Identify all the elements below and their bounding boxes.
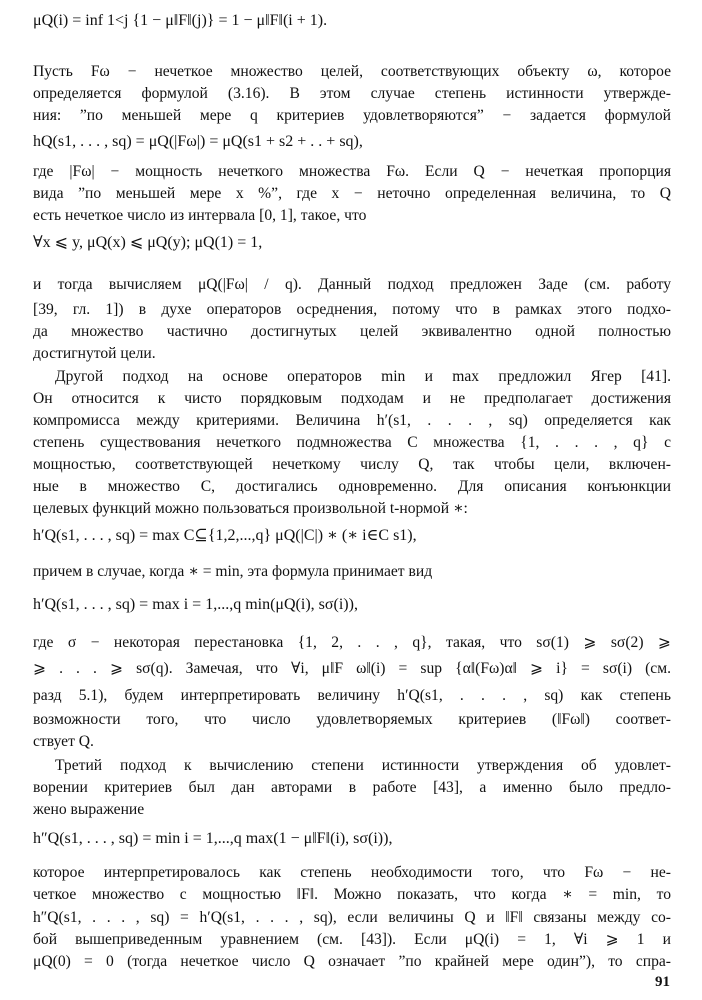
text-line: четкое множество с мощностью ‖F‖. Можно показать, что когда ∗ = min, то <box>33 886 671 903</box>
text-line: μQ(0) = 0 (тогда нечеткое число Q означает ”по крайней мере один”), то спра- <box>33 953 671 970</box>
text-line: достигнутой цели. <box>33 345 156 362</box>
text-line: ния: ”по меньшей мере q критериев удовлетворяются” − задается формулой <box>33 107 671 124</box>
text-line: Он относится к чисто порядковым подходам и не предполагает достижения <box>33 390 671 407</box>
paragraph-start: Третий подход к вычислению степени истинности утверждения об удовлет- <box>55 757 671 774</box>
text-line: жено выражение <box>33 801 145 818</box>
text-line: степень существования нечеткого подмножества C множества {1, . . . , q} с <box>33 434 671 451</box>
text-line: компромисса между критериями. Величина h′(s1, . . . , sq) определяется как <box>33 412 671 429</box>
text-line: Пусть Fω − нечеткое множество целей, соответствующих объекту ω, которое <box>33 63 671 80</box>
formula-muq-inf: μQ(i) = inf 1<j {1 − μ‖F‖(j)} = 1 − μ‖F‖(i + 1). <box>33 12 328 29</box>
text-line: где σ − некоторая перестановка {1, 2, . . , q}, такая, что sσ(1) ⩾ sσ(2) ⩾ <box>33 634 671 651</box>
formula-monotone: ∀x ⩽ y, μQ(x) ⩽ μQ(y); μQ(1) = 1, <box>33 234 263 251</box>
text-line: ⩾ . . . ⩾ sσ(q). Замечая, что ∀i, μ‖F ω‖(i) = sup {α‖(Fω)α‖ ⩾ i} = sσ(i) (см. <box>33 660 671 677</box>
formula-hq: hQ(s1, . . . , sq) = μQ(|Fω|) = μQ(s1 + s2 + . . + sq), <box>33 133 363 150</box>
text-line: вида ”по меньшей мере x %”, где x − неточно определенная величина, то Q <box>33 185 671 202</box>
text-line: ворении критериев был дан авторами в работе [43], а именно было предло- <box>33 779 671 796</box>
text-line: где |Fω| − мощность нечеткого множества Fω. Если Q − нечеткая пропорция <box>33 163 671 180</box>
text-line: бой вышеприведенным уравнением (см. [43]). Если μQ(i) = 1, ∀i ⩾ 1 и <box>33 931 671 948</box>
text-line: разд 5.1), будем интерпретировать величину h′Q(s1, . . . , sq) как степень <box>33 687 671 704</box>
formula-h-prime-tnorm: h′Q(s1, . . . , sq) = max C⊆{1,2,...,q} μQ(|C|) ∗ (∗ i∈C s1), <box>33 527 417 544</box>
text-line: да множество частично достигнутых целей эквивалентно одной полностью <box>33 323 671 340</box>
text-line: [39, гл. 1]) в духе операторов осреднения, потому что в рамках этого подхо- <box>33 301 671 318</box>
text-line: которое интерпретировалось как степень необходимости того, что Fω − не- <box>33 864 671 881</box>
text-line: целевых функций можно пользоваться произвольной t-нормой ∗: <box>33 500 468 517</box>
formula-h-double-prime: h″Q(s1, . . . , sq) = min i = 1,...,q max(1 − μ‖F‖(i), sσ(i)), <box>33 830 393 847</box>
paragraph-start: Другой подход на основе операторов min и max предложил Ягер [41]. <box>55 368 671 385</box>
formula-h-prime-min: h′Q(s1, . . . , sq) = max i = 1,...,q min(μQ(i), sσ(i)), <box>33 596 358 613</box>
page-number: 91 <box>655 974 670 990</box>
text-line: ные в множество C, достигались одновременно. Для описания конъюнкции <box>33 478 671 495</box>
text-line: h″Q(s1, . . . , sq) = h′Q(s1, . . . , sq), если величины Q и ‖F‖ связаны между со- <box>33 909 671 926</box>
text-line: и тогда вычисляем μQ(|Fω| / q). Данный подход предложен Заде (см. работу <box>33 276 671 293</box>
text-line: есть нечеткое число из интервала [0, 1], такое, что <box>33 207 367 224</box>
text-line: ствует Q. <box>33 733 94 750</box>
text-line: причем в случае, когда ∗ = min, эта формула принимает вид <box>33 563 433 580</box>
text-line: определяется формулой (3.16). В этом случае степень истинности утвержде- <box>33 85 671 102</box>
text-line: мощностью, соответствующей нечеткому числу Q, так чтобы цели, включен- <box>33 456 671 473</box>
text-line: возможности того, что число удовлетворяемых критериев (‖Fω‖) соответ- <box>33 711 671 728</box>
